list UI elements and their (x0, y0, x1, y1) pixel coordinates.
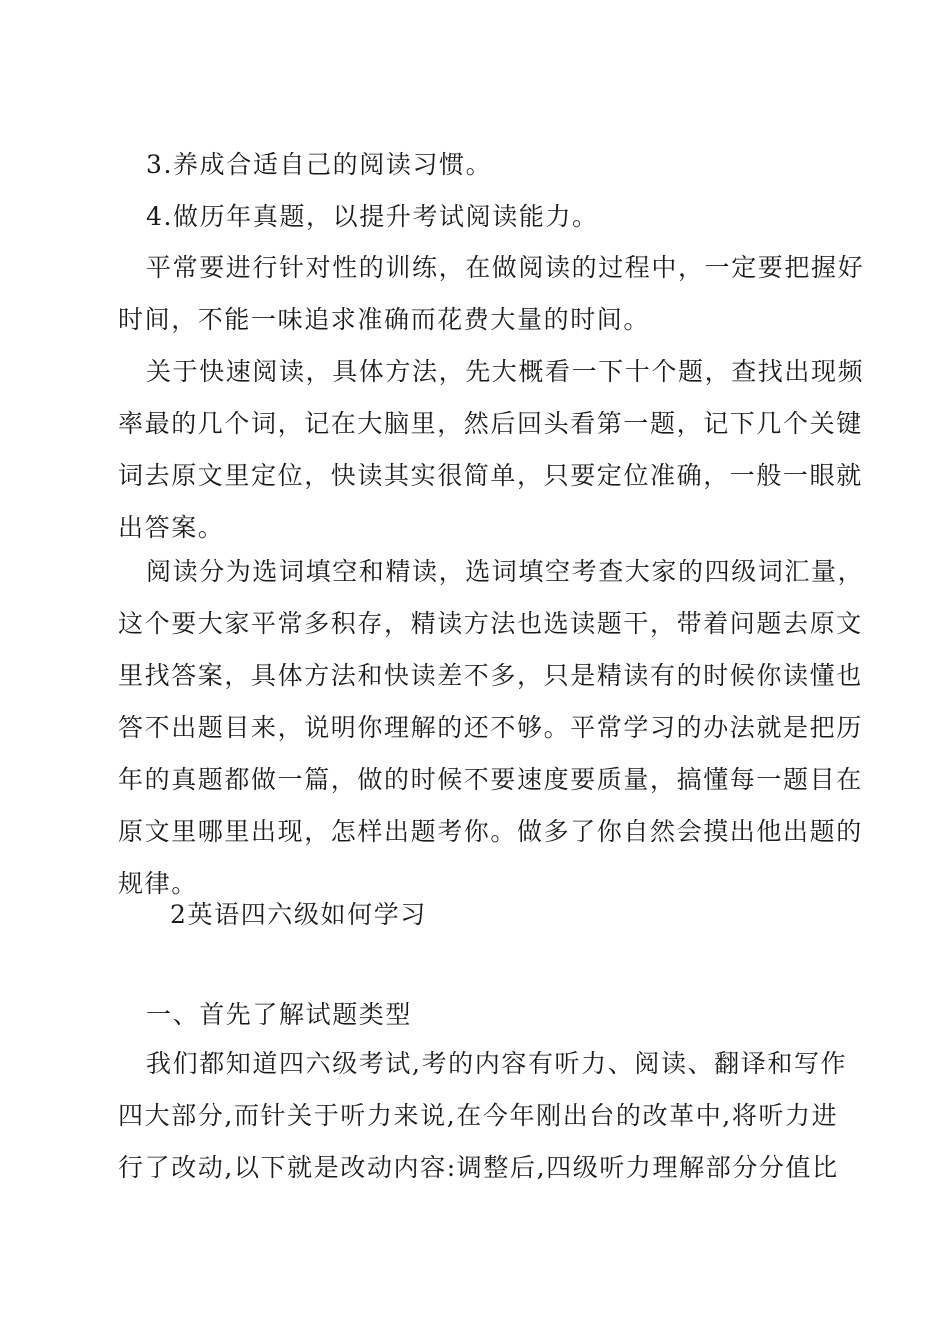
paragraph-time-management (118, 242, 865, 346)
paragraph-line: 原文里哪里出现，怎样出题考你。做多了你自然会摸出他出题的 (118, 817, 863, 846)
paragraph-line: 年的真题都做一篇，做的时候不要速度要质量，搞懂每一题目在 (118, 765, 863, 794)
paragraph-line: 词去原文里定位，快读其实很简单，只要定位准确，一般一眼就 (118, 461, 863, 490)
paragraph-line: 四大部分,而针关于听力来说,在今年刚出台的改革中,将听力进 (118, 1101, 839, 1130)
subsection-heading: 一、首先了解试题类型 (146, 1000, 413, 1029)
paragraph-line: 关于快速阅读，具体方法，先大概看一下十个题，查找出现频 (146, 357, 865, 386)
paragraph-line: 平常要进行针对性的训练，在做阅读的过程中，一定要把握好 (146, 253, 865, 282)
paragraph-line: 里找答案，具体方法和快读差不多，只是精读有的时候你读懂也 (118, 661, 863, 690)
list-item-3: 3.养成合适自己的阅读习惯。 (146, 150, 493, 179)
paragraph-line: 这个要大家平常多积存，精读方法也选读题干，带着问题去原文 (118, 609, 863, 638)
paragraph-line: 规律。 (118, 869, 198, 898)
paragraph-line: 我们都知道四六级考试,考的内容有听力、阅读、翻译和写作 (146, 1049, 848, 1078)
paragraph-fast-reading (118, 346, 865, 554)
section-heading: 2英语四六级如何学习 (170, 900, 427, 929)
paragraph-line: 出答案。 (118, 513, 225, 542)
paragraph-line: 率最的几个词，记在大脑里，然后回头看第一题，记下几个关键 (118, 409, 863, 438)
paragraph-exam-content (118, 1038, 848, 1194)
list-item-4: 4.做历年真题，以提升考试阅读能力。 (146, 202, 599, 231)
paragraph-line: 行了改动,以下就是改动内容:调整后,四级听力理解部分分值比 (118, 1153, 839, 1182)
paragraph-line: 时间，不能一味追求准确而花费大量的时间。 (118, 305, 651, 334)
paragraph-reading-types (118, 546, 865, 910)
paragraph-line: 答不出题目来，说明你理解的还不够。平常学习的办法就是把历 (118, 713, 863, 742)
paragraph-line: 阅读分为选词填空和精读，选词填空考查大家的四级词汇量， (146, 557, 865, 586)
